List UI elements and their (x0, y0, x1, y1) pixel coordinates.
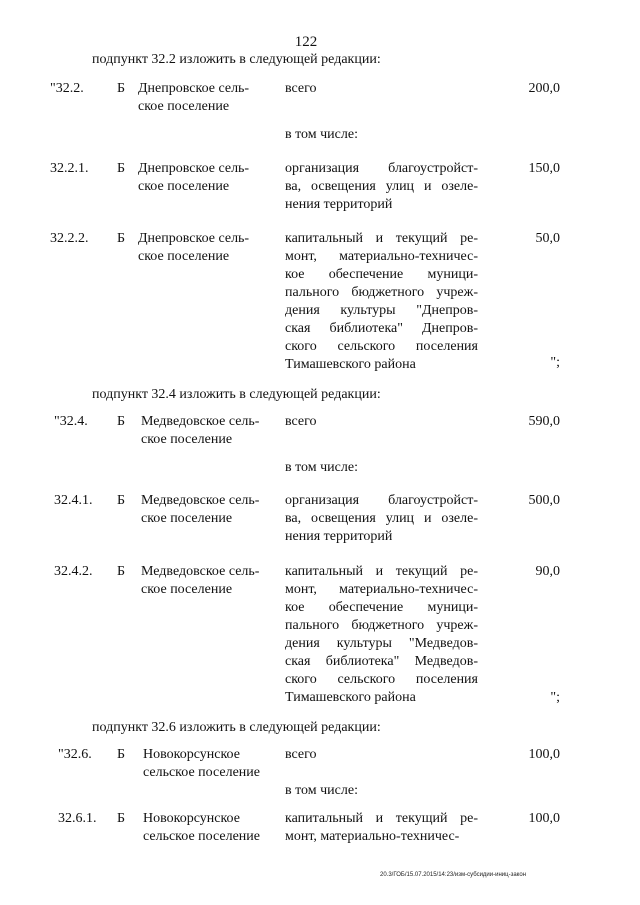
purpose-line: дения культуры "Днепров- (285, 303, 478, 318)
purpose-line: ва, освещения улиц и озеле- (285, 511, 478, 526)
row-recipient (143, 810, 260, 846)
recipient-line: Медведовское сель- (141, 493, 260, 508)
purpose-line: организация благоустройст- (285, 493, 478, 508)
purpose-line: ская библиотека" Медведов- (285, 654, 478, 669)
footer-note: 20.3/ГОБ/15.07.2015/14:23/изм-субсидии-иниц-закон (380, 872, 527, 878)
row-number: 32.2.2. (50, 231, 89, 246)
purpose-line: кое обеспечение муници- (285, 600, 478, 615)
row-recipient (138, 80, 249, 116)
purpose-line: в том числе: (285, 460, 358, 475)
purpose-line: кое обеспечение муници- (285, 267, 478, 282)
row-amount: 100,0 (528, 811, 560, 826)
purpose-line: в том числе: (285, 127, 358, 142)
row-number: "32.4. (54, 414, 88, 429)
row-purpose (285, 80, 478, 98)
purpose-line: Тимашевского района (285, 690, 416, 705)
section-intro: подпункт 32.6 изложить в следующей редакции: (92, 720, 381, 735)
row-amount: 200,0 (528, 81, 560, 96)
row-purpose (285, 413, 478, 431)
row-number: 32.2.1. (50, 161, 89, 176)
purpose-line: нения территорий (285, 529, 393, 544)
purpose-line: ская библиотека" Днепров- (285, 321, 478, 336)
purpose-line: монт, материально-техничес- (285, 249, 478, 264)
row-purpose (285, 782, 478, 800)
row-category: Б (117, 811, 126, 826)
row-category: Б (117, 414, 126, 429)
row-amount: 590,0 (528, 414, 560, 429)
recipient-line: сельское поселение (143, 765, 260, 780)
recipient-line: Днепровское сель- (138, 231, 250, 246)
row-category: Б (117, 564, 126, 579)
purpose-line: ского сельского поселения (285, 339, 478, 354)
row-recipient (141, 413, 259, 449)
purpose-line: монт, материально-техничес- (285, 829, 460, 844)
row-category: Б (117, 747, 126, 762)
purpose-line: капитальный и текущий ре- (285, 811, 478, 826)
closing-quote: "; (550, 355, 560, 370)
row-amount: 500,0 (528, 493, 560, 508)
row-recipient (141, 492, 259, 528)
purpose-line: пального бюджетного учреж- (285, 618, 478, 633)
purpose-line: пального бюджетного учреж- (285, 285, 478, 300)
section-intro: подпункт 32.4 изложить в следующей редакции: (92, 387, 381, 402)
recipient-line: ское поселение (138, 179, 230, 194)
purpose-line: ского сельского поселения (285, 672, 478, 687)
row-purpose (285, 459, 478, 477)
row-purpose (285, 160, 478, 214)
row-amount: 90,0 (535, 564, 560, 579)
row-amount: 100,0 (528, 747, 560, 762)
purpose-line: всего (285, 747, 317, 762)
purpose-line: дения культуры "Медведов- (285, 636, 478, 651)
row-purpose (285, 746, 478, 764)
row-recipient (138, 230, 249, 266)
purpose-line: всего (285, 81, 317, 96)
recipient-line: Медведовское сель- (141, 564, 260, 579)
purpose-line: всего (285, 414, 317, 429)
recipient-line: Днепровское сель- (138, 161, 250, 176)
row-recipient (141, 563, 259, 599)
purpose-line: капитальный и текущий ре- (285, 564, 478, 579)
row-number: 32.4.1. (54, 493, 93, 508)
row-amount: 50,0 (535, 231, 560, 246)
purpose-line: нения территорий (285, 197, 393, 212)
row-number: "32.2. (50, 81, 84, 96)
purpose-line: организация благоустройст- (285, 161, 478, 176)
recipient-line: сельское поселение (143, 829, 260, 844)
row-recipient (143, 746, 260, 782)
row-purpose (285, 810, 478, 846)
recipient-line: ское поселение (141, 432, 233, 447)
purpose-line: капитальный и текущий ре- (285, 231, 478, 246)
purpose-line: в том числе: (285, 783, 358, 798)
row-purpose (285, 230, 478, 374)
row-recipient (138, 160, 249, 196)
recipient-line: Медведовское сель- (141, 414, 260, 429)
row-purpose (285, 126, 478, 144)
page-number: 122 (294, 34, 318, 50)
recipient-line: Днепровское сель- (138, 81, 250, 96)
row-amount: 150,0 (528, 161, 560, 176)
row-category: Б (117, 493, 126, 508)
recipient-line: Новокорсунское (143, 811, 240, 826)
recipient-line: ское поселение (141, 511, 233, 526)
row-number: 32.6.1. (58, 811, 97, 826)
recipient-line: ское поселение (138, 99, 230, 114)
purpose-line: Тимашевского района (285, 357, 416, 372)
purpose-line: монт, материально-техничес- (285, 582, 478, 597)
closing-quote: "; (550, 690, 560, 705)
recipient-line: ское поселение (138, 249, 230, 264)
row-category: Б (117, 161, 126, 176)
row-category: Б (117, 231, 126, 246)
row-number: "32.6. (58, 747, 92, 762)
row-category: Б (117, 81, 126, 96)
section-intro: подпункт 32.2 изложить в следующей редакции: (92, 52, 381, 67)
recipient-line: Новокорсунское (143, 747, 240, 762)
row-purpose (285, 492, 478, 546)
row-number: 32.4.2. (54, 564, 93, 579)
purpose-line: ва, освещения улиц и озеле- (285, 179, 478, 194)
row-purpose (285, 563, 478, 707)
recipient-line: ское поселение (141, 582, 233, 597)
